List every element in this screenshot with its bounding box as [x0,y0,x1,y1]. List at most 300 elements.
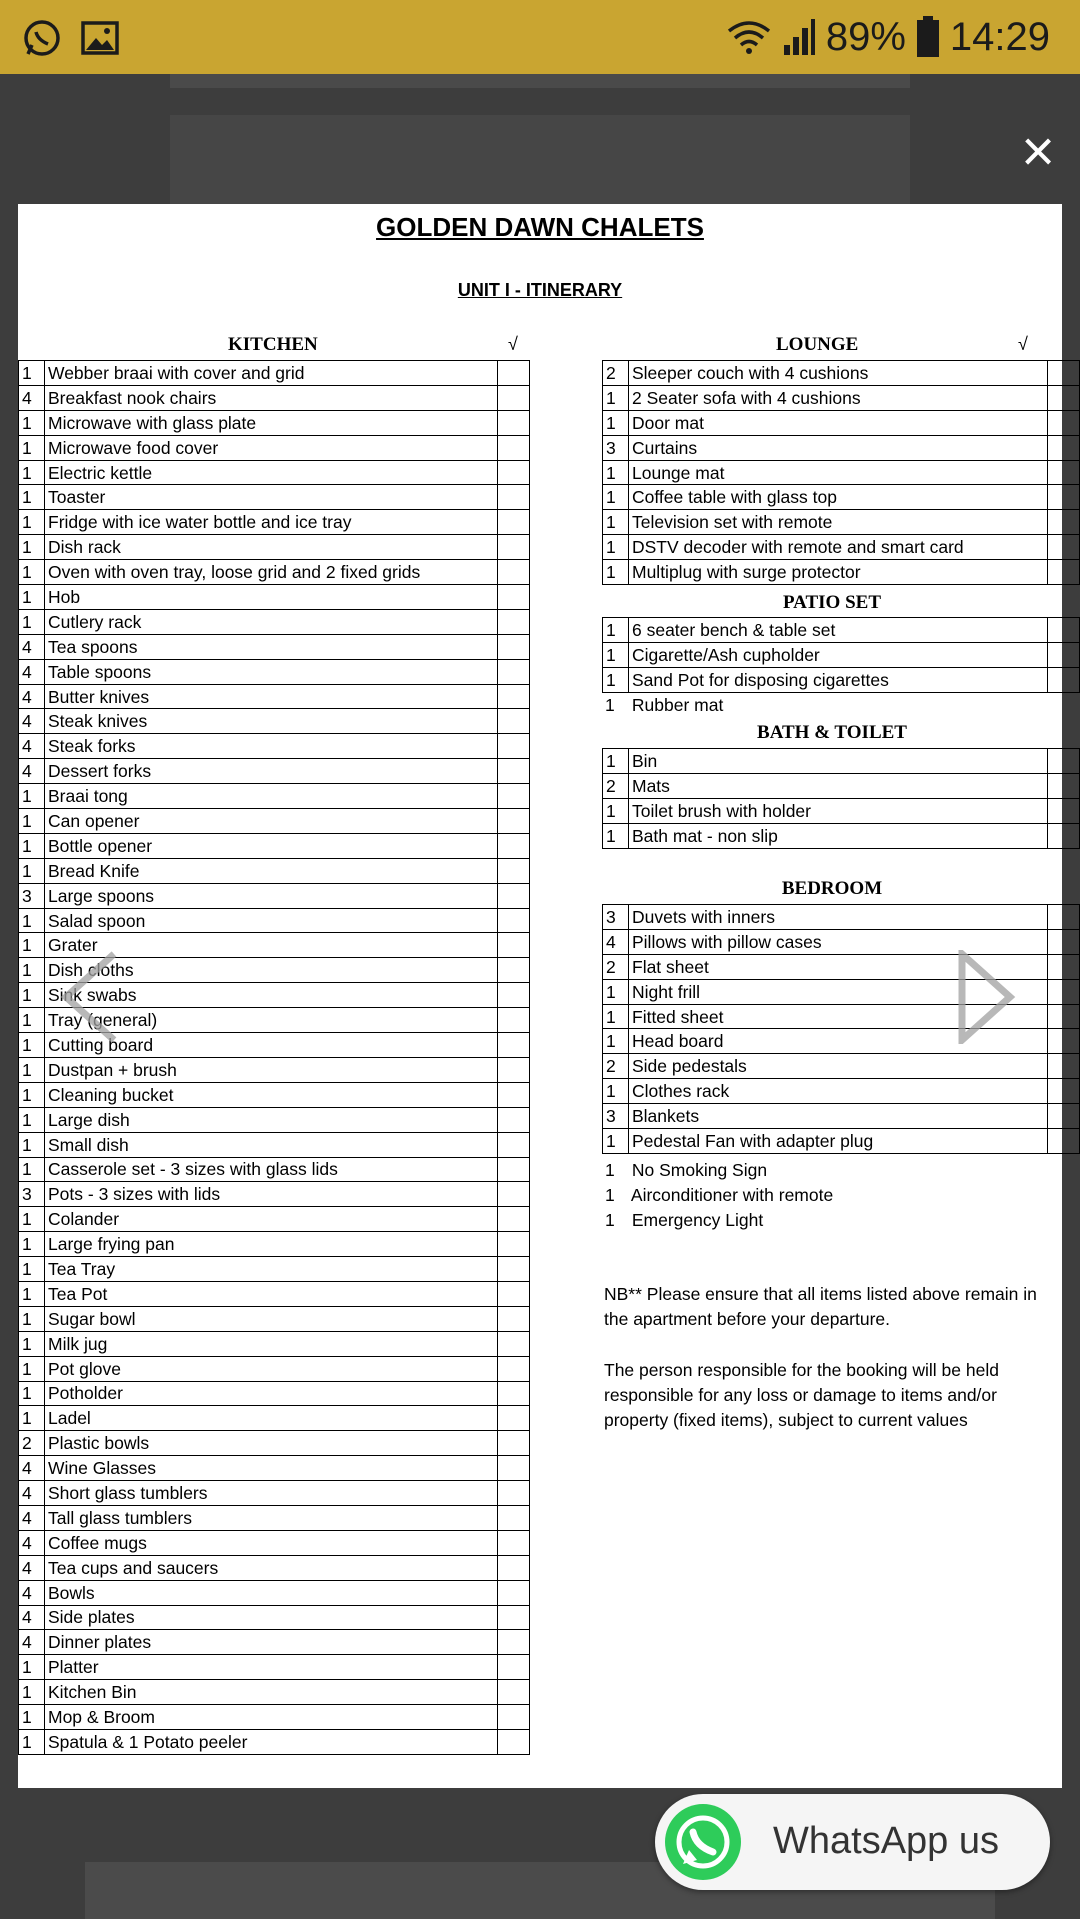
item-checkbox [498,460,530,485]
lounge-check-heading: √ [1018,334,1028,354]
backdrop-image [170,115,910,205]
item-checkbox [1048,361,1080,386]
item-quantity: 1 [19,983,45,1008]
item-quantity: 4 [19,1505,45,1530]
item-checkbox [1048,905,1080,930]
table-row [19,485,530,510]
item-checkbox [1048,1104,1080,1129]
table-row [19,1331,530,1356]
table-row [19,435,530,460]
table-row [603,1104,1080,1129]
item-checkbox [498,1505,530,1530]
item-name: Grater [45,933,498,958]
item-checkbox [498,1157,530,1182]
status-bar [0,0,1080,74]
item-name: Can opener [45,809,498,834]
item-checkbox [1048,560,1080,585]
table-row [19,908,530,933]
item-quantity: 2 [603,361,629,386]
table-row [19,734,530,759]
table-row [19,1107,530,1132]
item-checkbox [498,759,530,784]
item-checkbox [498,1655,530,1680]
table-row [603,823,1080,848]
item-name: Tea cups and saucers [45,1555,498,1580]
list-item: 1 No Smoking Sign [605,1160,768,1180]
table-row [19,1580,530,1605]
item-quantity: 1 [19,560,45,585]
item-quantity: 1 [19,1655,45,1680]
patio-table [602,617,1080,693]
table-row [603,618,1080,643]
item-checkbox [1048,979,1080,1004]
item-checkbox [498,1306,530,1331]
lounge-heading: LOUNGE [776,334,859,355]
item-name: Night frill [629,979,1048,1004]
table-row [19,634,530,659]
item-checkbox [498,1381,530,1406]
item-quantity: 1 [19,1157,45,1182]
table-row [603,361,1080,386]
item-quantity: 1 [603,667,629,692]
item-name: Bottle opener [45,833,498,858]
table-row [19,1182,530,1207]
item-name: Dustpan + brush [45,1057,498,1082]
item-name: Lounge mat [629,460,1048,485]
item-name: Sugar bowl [45,1306,498,1331]
item-quantity: 4 [19,659,45,684]
table-row [19,759,530,784]
whatsapp-icon [663,1802,743,1882]
item-name: Large spoons [45,883,498,908]
item-checkbox [498,908,530,933]
item-quantity: 1 [19,1356,45,1381]
item-checkbox [498,1530,530,1555]
itinerary-document [18,204,1062,1788]
table-row [603,485,1080,510]
table-row [19,385,530,410]
item-checkbox [498,659,530,684]
item-checkbox [498,1057,530,1082]
table-row [19,1281,530,1306]
item-checkbox [498,858,530,883]
item-checkbox [1048,954,1080,979]
table-row [19,1356,530,1381]
table-row [19,460,530,485]
item-quantity: 1 [19,460,45,485]
table-row [19,585,530,610]
table-row [19,609,530,634]
item-quantity: 4 [19,634,45,659]
item-quantity: 4 [19,1530,45,1555]
item-checkbox [1048,667,1080,692]
item-checkbox [498,1630,530,1655]
item-quantity: 1 [603,385,629,410]
item-checkbox [498,634,530,659]
item-checkbox [498,1257,530,1282]
list-item: 1 Emergency Light [605,1210,764,1230]
note-departure: NB** Please ensure that all items listed above remain in the apartment before your departure. [604,1284,1037,1329]
item-name: Mats [629,773,1048,798]
table-row [603,510,1080,535]
item-quantity: 4 [603,929,629,954]
item-quantity: 3 [603,1104,629,1129]
item-name: Tall glass tumblers [45,1505,498,1530]
bath-heading: BATH & TOILET [757,722,907,743]
item-quantity: 3 [19,883,45,908]
table-row [603,667,1080,692]
item-checkbox [498,709,530,734]
item-name: Ladel [45,1406,498,1431]
bath-table [602,748,1080,849]
item-name: Hob [45,585,498,610]
item-quantity: 2 [603,1054,629,1079]
item-quantity: 1 [19,1207,45,1232]
item-name: Coffee mugs [45,1530,498,1555]
table-row [19,858,530,883]
item-name: Large dish [45,1107,498,1132]
item-name: Steak knives [45,709,498,734]
item-name: Microwave with glass plate [45,410,498,435]
table-row [19,1555,530,1580]
wifi-icon [726,17,772,57]
item-quantity: 4 [19,709,45,734]
whatsapp-us-label: WhatsApp us [773,1820,999,1862]
item-checkbox [498,560,530,585]
item-name: Platter [45,1655,498,1680]
item-name: Colander [45,1207,498,1232]
list-item: 1 Rubber mat [605,695,724,715]
item-checkbox [498,1580,530,1605]
close-icon[interactable]: × [1021,119,1055,184]
item-checkbox [1048,535,1080,560]
table-row [603,385,1080,410]
item-quantity: 1 [19,1680,45,1705]
item-name: Small dish [45,1132,498,1157]
table-row [19,1680,530,1705]
item-quantity: 1 [603,979,629,1004]
item-name: Side plates [45,1605,498,1630]
item-quantity: 4 [19,385,45,410]
item-checkbox [498,1356,530,1381]
item-quantity: 1 [19,1281,45,1306]
item-quantity: 1 [603,560,629,585]
table-row [603,560,1080,585]
table-row [19,1381,530,1406]
item-quantity: 1 [603,1079,629,1104]
item-checkbox [498,1107,530,1132]
item-checkbox [498,1331,530,1356]
item-quantity: 1 [19,1381,45,1406]
item-quantity: 1 [603,485,629,510]
table-row [19,361,530,386]
bedroom-heading: BEDROOM [781,878,883,899]
patio-extra [602,693,723,718]
item-name: Large frying pan [45,1232,498,1257]
item-quantity: 4 [19,759,45,784]
item-checkbox [1048,435,1080,460]
item-name: Oven with oven tray, loose grid and 2 fixed grids [45,560,498,585]
item-checkbox [1048,460,1080,485]
item-checkbox [1048,485,1080,510]
item-checkbox [498,535,530,560]
item-name: Tea spoons [45,634,498,659]
table-row [19,1456,530,1481]
item-name: Plastic bowls [45,1431,498,1456]
item-quantity: 1 [603,535,629,560]
item-quantity: 1 [603,410,629,435]
item-checkbox [498,784,530,809]
item-quantity: 1 [19,510,45,535]
item-checkbox [1048,798,1080,823]
item-name: 6 seater bench & table set [629,618,1048,643]
item-name: Duvets with inners [629,905,1048,930]
item-checkbox [498,1456,530,1481]
item-quantity: 1 [19,908,45,933]
item-quantity: 4 [19,1605,45,1630]
item-name: Potholder [45,1381,498,1406]
item-checkbox [1048,618,1080,643]
item-checkbox [498,983,530,1008]
item-quantity: 1 [19,609,45,634]
item-quantity: 1 [19,809,45,834]
table-row [603,460,1080,485]
table-row [19,833,530,858]
item-quantity: 1 [19,535,45,560]
item-name: Pillows with pillow cases [629,929,1048,954]
kitchen-check-heading: √ [508,334,518,354]
item-name: Dessert forks [45,759,498,784]
table-row [19,560,530,585]
item-quantity: 1 [19,1008,45,1033]
document-subtitle: UNIT I - ITINERARY [457,280,623,300]
item-quantity: 4 [19,1456,45,1481]
item-checkbox [1048,510,1080,535]
item-quantity: 3 [603,905,629,930]
item-name: Casserole set - 3 sizes with glass lids [45,1157,498,1182]
item-checkbox [1048,410,1080,435]
kitchen-heading: KITCHEN [228,334,318,355]
table-row [19,684,530,709]
item-name: Curtains [629,435,1048,460]
item-quantity: 4 [19,684,45,709]
item-quantity: 1 [603,460,629,485]
patio-heading: PATIO SET [782,592,881,613]
item-checkbox [498,585,530,610]
item-quantity: 1 [19,858,45,883]
item-quantity: 1 [19,1306,45,1331]
whatsapp-us-button[interactable] [655,1794,1050,1890]
item-quantity: 1 [19,958,45,983]
item-name: Multiplug with surge protector [629,560,1048,585]
item-checkbox [498,1082,530,1107]
item-quantity: 1 [19,933,45,958]
item-quantity: 1 [603,642,629,667]
item-quantity: 4 [19,1580,45,1605]
table-row [19,1705,530,1730]
item-name: Dinner plates [45,1630,498,1655]
item-name: Cutting board [45,1033,498,1058]
item-name: Steak forks [45,734,498,759]
item-name: Kitchen Bin [45,1680,498,1705]
item-name: Butter knives [45,684,498,709]
table-row [19,1082,530,1107]
item-checkbox [1048,1079,1080,1104]
item-checkbox [498,609,530,634]
gallery-icon [80,18,120,58]
table-row [19,1057,530,1082]
item-name: Salad spoon [45,908,498,933]
table-row [603,435,1080,460]
item-name: Short glass tumblers [45,1481,498,1506]
table-row [19,1605,530,1630]
item-quantity: 1 [603,798,629,823]
item-name: 2 Seater sofa with 4 cushions [629,385,1048,410]
item-checkbox [1048,1129,1080,1154]
item-checkbox [1048,1054,1080,1079]
next-arrow-icon[interactable] [956,950,1016,1044]
item-name: Cutlery rack [45,609,498,634]
clock: 14:29 [949,14,1050,59]
item-name: Bath mat - non slip [629,823,1048,848]
item-quantity: 3 [19,1182,45,1207]
table-row [19,709,530,734]
item-name: Webber braai with cover and grid [45,361,498,386]
item-checkbox [498,510,530,535]
item-checkbox [1048,1004,1080,1029]
table-row [19,883,530,908]
item-checkbox [498,1605,530,1630]
table-row [19,1481,530,1506]
table-row [19,1306,530,1331]
item-checkbox [498,435,530,460]
table-row [19,1431,530,1456]
item-quantity: 1 [603,1129,629,1154]
table-row [603,749,1080,774]
item-name: Sleeper couch with 4 cushions [629,361,1048,386]
item-checkbox [498,1008,530,1033]
table-row [19,1232,530,1257]
item-checkbox [498,1281,530,1306]
item-name: Head board [629,1029,1048,1054]
item-quantity: 1 [19,1729,45,1754]
item-name: Tea Pot [45,1281,498,1306]
item-checkbox [1048,385,1080,410]
note-responsibility: The person responsible for the booking will be held responsible for any loss or damage to items and/or property (fixed items), subject to current values [604,1360,999,1430]
item-quantity: 1 [603,618,629,643]
item-checkbox [498,1431,530,1456]
item-name: Table spoons [45,659,498,684]
table-row [19,535,530,560]
item-quantity: 2 [603,954,629,979]
item-quantity: 1 [19,1082,45,1107]
item-checkbox [498,1033,530,1058]
whatsapp-icon [22,18,62,58]
item-quantity: 1 [19,435,45,460]
item-name: Sand Pot for disposing cigarettes [629,667,1048,692]
item-quantity: 1 [603,510,629,535]
item-name: Microwave food cover [45,435,498,460]
item-quantity: 2 [19,1431,45,1456]
item-name: Fitted sheet [629,1004,1048,1029]
backdrop-page [170,74,910,88]
item-name: Spatula & 1 Potato peeler [45,1729,498,1754]
item-quantity: 1 [19,585,45,610]
item-name: Cleaning bucket [45,1082,498,1107]
table-row [603,773,1080,798]
item-checkbox [498,933,530,958]
item-checkbox [498,684,530,709]
table-row [603,1079,1080,1104]
item-name: Bin [629,749,1048,774]
item-quantity: 1 [603,1029,629,1054]
item-name: Toaster [45,485,498,510]
item-quantity: 1 [603,749,629,774]
item-name: Braai tong [45,784,498,809]
item-checkbox [498,833,530,858]
item-checkbox [498,410,530,435]
item-quantity: 1 [19,1033,45,1058]
item-checkbox [1048,929,1080,954]
table-row [19,1157,530,1182]
table-row [19,510,530,535]
table-row [19,1630,530,1655]
table-row [603,798,1080,823]
item-quantity: 1 [19,833,45,858]
item-name: Dish rack [45,535,498,560]
item-name: Pots - 3 sizes with lids [45,1182,498,1207]
item-checkbox [1048,749,1080,774]
item-name: Blankets [629,1104,1048,1129]
item-quantity: 1 [19,1107,45,1132]
item-name: Tea Tray [45,1257,498,1282]
item-name: Coffee table with glass top [629,485,1048,510]
item-quantity: 1 [19,485,45,510]
item-quantity: 1 [19,1057,45,1082]
table-row [19,410,530,435]
item-checkbox [498,485,530,510]
table-row [19,809,530,834]
item-checkbox [1048,1029,1080,1054]
item-name: Toilet brush with holder [629,798,1048,823]
item-name: Pot glove [45,1356,498,1381]
table-row [603,1054,1080,1079]
item-quantity: 4 [19,1630,45,1655]
item-name: Mop & Broom [45,1705,498,1730]
table-row [19,1729,530,1754]
item-quantity: 1 [19,1132,45,1157]
item-name: Breakfast nook chairs [45,385,498,410]
item-quantity: 1 [19,1257,45,1282]
item-quantity: 1 [19,784,45,809]
item-name: Milk jug [45,1331,498,1356]
item-name: Clothes rack [629,1079,1048,1104]
table-row [19,1406,530,1431]
item-quantity: 1 [19,1406,45,1431]
item-checkbox [498,1182,530,1207]
item-checkbox [498,958,530,983]
item-name: Door mat [629,410,1048,435]
table-row [19,1207,530,1232]
item-quantity: 1 [603,823,629,848]
previous-arrow-icon[interactable] [60,950,120,1044]
item-name: Dish cloths [45,958,498,983]
item-checkbox [498,1729,530,1754]
item-quantity: 1 [19,1705,45,1730]
item-quantity: 1 [603,1004,629,1029]
item-checkbox [1048,823,1080,848]
item-checkbox [498,734,530,759]
